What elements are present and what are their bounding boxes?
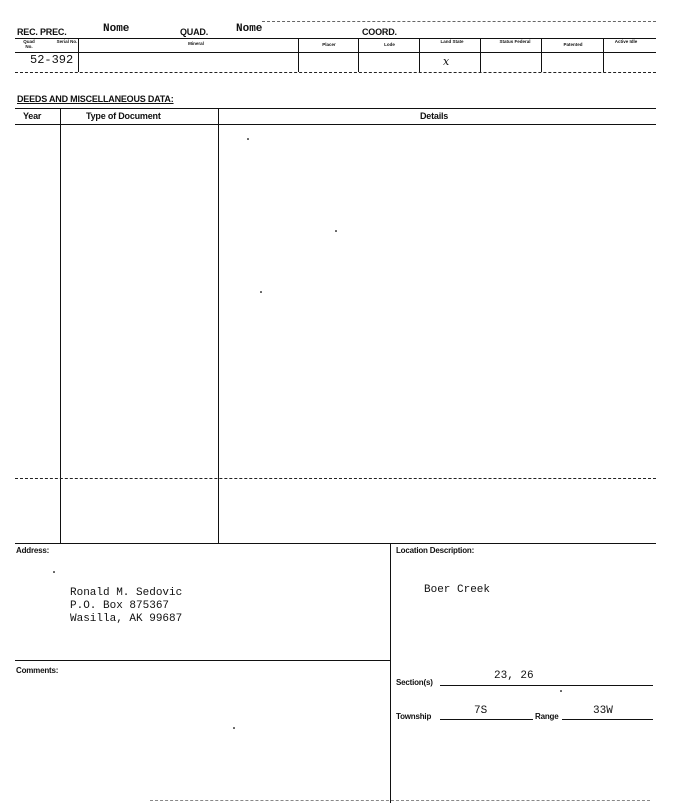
col-land-state: Land State <box>440 39 464 44</box>
col-patented: Patented <box>563 42 583 47</box>
coord-label: COORD. <box>362 27 397 37</box>
col-divider <box>298 39 299 72</box>
address-comments-rule <box>15 660 391 661</box>
location-description-value[interactable]: Boer Creek <box>424 584 491 596</box>
fold-dashed-rule <box>15 478 656 479</box>
deeds-top-rule <box>15 108 656 109</box>
column-header-rule <box>15 52 656 53</box>
col-placer: Placer <box>322 42 336 47</box>
scan-speck <box>335 230 337 232</box>
scan-speck <box>260 291 262 293</box>
deeds-section-title: DEEDS AND MISCELLANEOUS DATA: <box>17 94 174 104</box>
comments-label: Comments: <box>16 666 59 675</box>
quad-value[interactable]: Nome <box>236 23 263 35</box>
col-divider <box>541 39 542 72</box>
scan-speck <box>560 690 562 692</box>
rec-prec-value[interactable]: Nome <box>103 23 130 35</box>
claim-row-bottom-rule <box>15 72 656 73</box>
deeds-type-column[interactable] <box>61 126 217 542</box>
col-divider <box>419 39 420 72</box>
deeds-bottom-rule <box>15 543 656 544</box>
deeds-header-rule <box>15 124 656 125</box>
col-type-header: Type of Document <box>86 111 161 121</box>
sections-value[interactable]: 23, 26 <box>494 670 534 682</box>
quad-serial-value[interactable]: 52-392 <box>30 53 74 67</box>
address-line2[interactable]: P.O. Box 875367 <box>70 600 170 612</box>
col-mineral: Mineral <box>188 41 204 46</box>
township-value[interactable]: 7S <box>474 705 488 717</box>
sections-underline <box>440 685 653 686</box>
township-underline <box>440 719 533 720</box>
deeds-year-column[interactable] <box>16 126 59 542</box>
comments-value[interactable] <box>20 684 380 784</box>
claim-table <box>15 39 656 75</box>
lower-col-divider <box>390 543 391 803</box>
scan-speck <box>247 138 249 140</box>
range-value[interactable]: 33W <box>593 705 613 717</box>
col-divider <box>358 39 359 72</box>
col-divider <box>78 39 79 72</box>
location-description-label: Location Description: <box>396 546 475 555</box>
sections-label: Section(s) <box>396 678 433 687</box>
header-top-rule <box>262 21 656 22</box>
address-label: Address: <box>16 546 50 555</box>
rec-prec-label: REC. PREC. <box>17 27 67 37</box>
col-status-federal: Status Federal <box>499 39 531 44</box>
township-label: Township <box>396 712 432 721</box>
col-divider <box>603 39 604 72</box>
col-quad-no: Quad No. <box>23 39 35 49</box>
range-label: Range <box>535 712 559 721</box>
col-serial-no: Serial No. <box>56 39 78 44</box>
range-underline <box>562 719 653 720</box>
col-active-idle: Active Idle <box>614 39 638 44</box>
col-year-header: Year <box>23 111 42 121</box>
col-details-header: Details <box>420 111 449 121</box>
bottom-scan-residue <box>150 800 650 801</box>
deeds-details-column[interactable] <box>219 126 655 542</box>
quad-label: QUAD. <box>180 27 208 37</box>
col-divider <box>480 39 481 72</box>
address-line1[interactable]: Ronald M. Sedovic <box>70 587 183 599</box>
col-lode: Lode <box>384 42 395 47</box>
address-line3[interactable]: Wasilla, AK 99687 <box>70 613 183 625</box>
scan-speck <box>53 571 55 573</box>
land-state-mark[interactable]: x <box>443 55 450 68</box>
